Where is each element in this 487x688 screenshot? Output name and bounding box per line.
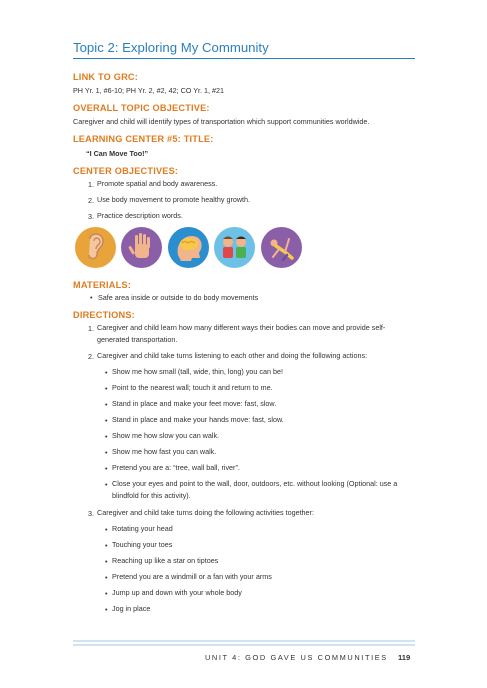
learning-center-heading: LEARNING CENTER #5: TITLE: [73, 134, 214, 144]
direction-subitem: Touching your toes [112, 540, 173, 549]
bullet: • [105, 416, 108, 425]
objective-number: 2. [88, 196, 94, 205]
objective-number: 1. [88, 180, 94, 189]
direction-number: 3. [88, 509, 94, 518]
bullet: • [105, 400, 108, 409]
bullet: • [105, 525, 108, 534]
hand-icon [121, 227, 162, 268]
bullet: • [105, 384, 108, 393]
direction-subitem: Stand in place and make your feet move: fast, slow. [112, 399, 277, 408]
directions-heading: DIRECTIONS: [73, 310, 135, 320]
direction-subitem: Pretend you are a: “tree, wall ball, river”. [112, 463, 240, 472]
bullet: • [105, 480, 108, 489]
direction-subitem: Show me how small (tall, wide, thin, long) you can be! [112, 367, 283, 376]
materials-item: Safe area inside or outside to do body movements [98, 293, 259, 302]
direction-subitem: Reaching up like a star on tiptoes [112, 556, 219, 565]
bullet: • [105, 448, 108, 457]
center-objectives-heading: CENTER OBJECTIVES: [73, 166, 179, 176]
objective-item: Practice description words. [97, 211, 183, 220]
bullet: • [105, 464, 108, 473]
link-heading: LINK TO GRC: [73, 72, 139, 82]
direction-subitem: Stand in place and make your hands move: fast, slow. [112, 415, 284, 424]
objective-item: Promote spatial and body awareness. [97, 179, 218, 188]
page-title: Topic 2: Exploring My Community [73, 40, 269, 55]
objective-number: 3. [88, 212, 94, 221]
direction-subitem: Show me how fast you can walk. [112, 447, 217, 456]
direction-line: Caregiver and child take turns doing the following activities together: [97, 508, 314, 517]
materials-heading: MATERIALS: [73, 280, 131, 290]
link-text: PH Yr. 1, #6-10; PH Yr. 2, #2, 42; CO Yr. 1, #21 [73, 86, 225, 95]
bullet: • [105, 432, 108, 441]
learning-center-title: “I Can Move Too!” [86, 149, 149, 158]
footer-unit-title: UNIT 4: GOD GAVE US COMMUNITIES [205, 653, 388, 662]
bullet: • [105, 368, 108, 377]
page-number: 119 [398, 653, 411, 662]
objective-text: Caregiver and child will identify types of transportation which support communities worldwide. [73, 117, 370, 126]
direction-number: 2. [88, 352, 94, 361]
bullet: • [105, 589, 108, 598]
objective-heading: OVERALL TOPIC OBJECTIVE: [73, 103, 210, 113]
footer-divider [73, 640, 415, 642]
direction-subitem: Jog in place [112, 604, 151, 613]
kids-icon [214, 227, 255, 268]
bullet: • [105, 605, 108, 614]
objective-item: Use body movement to promote healthy growth. [97, 195, 251, 204]
direction-subitem-continued: blindfold for this activity). [112, 491, 191, 500]
ear-icon [75, 227, 116, 268]
direction-subitem: Jump up and down with your whole body [112, 588, 242, 597]
title-divider [73, 58, 415, 59]
direction-line: Caregiver and child learn how many different ways their bodies can move and provide self- [97, 323, 386, 332]
direction-number: 1. [88, 324, 94, 333]
direction-subitem: Show me how slow you can walk. [112, 431, 220, 440]
stretch-icon [261, 227, 302, 268]
brain-icon [168, 227, 209, 268]
direction-subitem: Rotating your head [112, 524, 173, 533]
direction-line: generated transportation. [97, 335, 178, 344]
footer-divider [73, 644, 415, 646]
bullet: • [105, 557, 108, 566]
bullet: • [90, 293, 93, 302]
direction-subitem: Close your eyes and point to the wall, door, outdoors, etc. without looking (Optional: use a [112, 479, 398, 488]
direction-subitem: Point to the nearest wall; touch it and return to me. [112, 383, 273, 392]
direction-line: Caregiver and child take turns listening to each other and doing the following actions: [97, 351, 368, 360]
bullet: • [105, 573, 108, 582]
direction-subitem: Pretend you are a windmill or a fan with your arms [112, 572, 272, 581]
bullet: • [105, 541, 108, 550]
